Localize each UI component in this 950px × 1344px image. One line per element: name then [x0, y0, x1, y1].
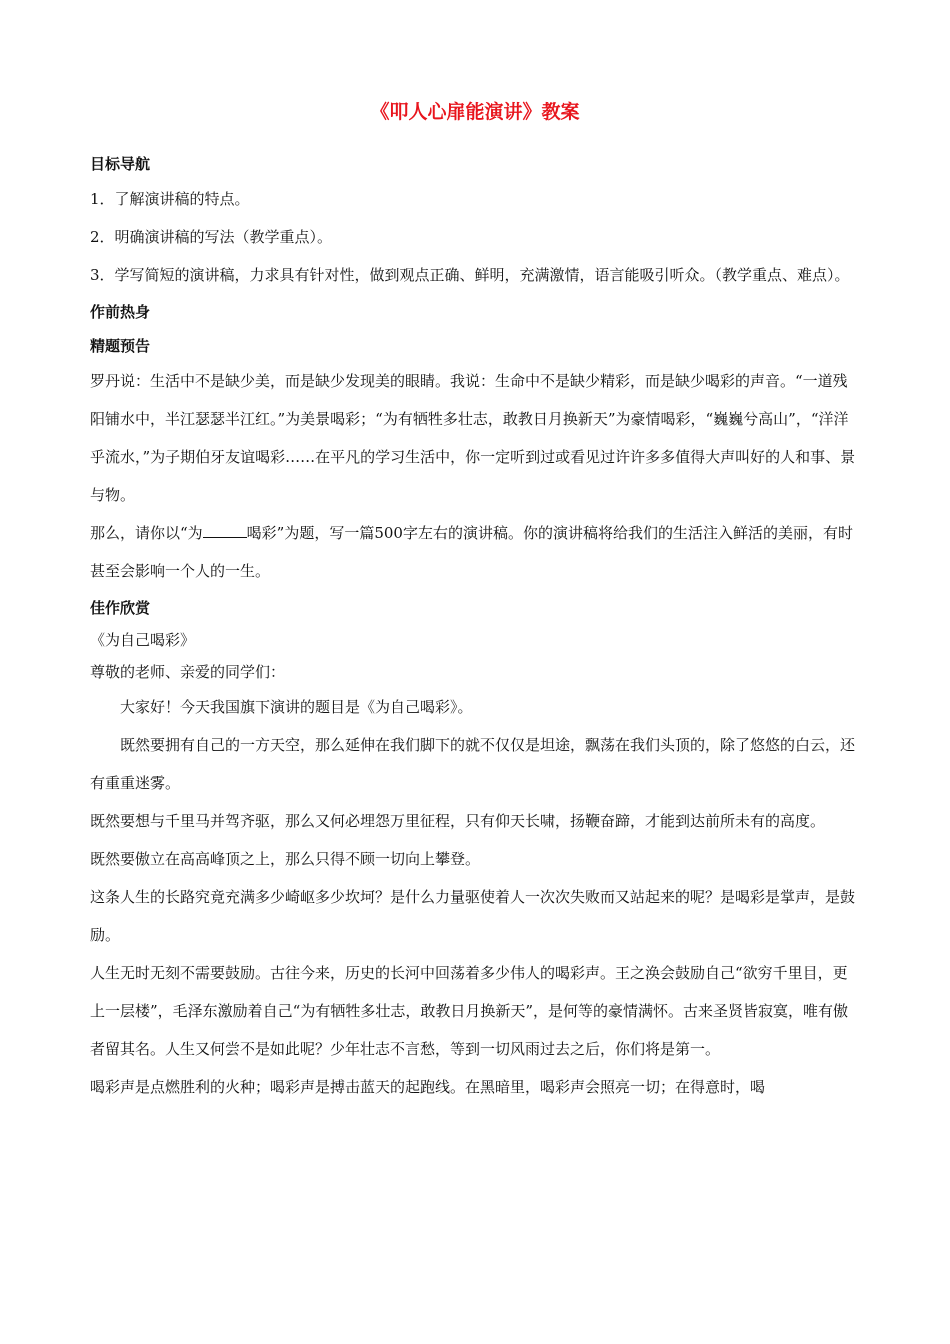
essay-paragraph: 这条人生的长路究竟充满多少崎岖多少坎坷？是什么力量驱使着人一次次失败而又站起来的呢？是喝彩是掌声，是鼓励。: [90, 888, 856, 944]
essay-greeting: 尊敬的老师、亲爱的同学们：: [90, 663, 286, 681]
preview-paragraph-2: [90, 514, 862, 590]
goal-item-1: 1．了解演讲稿的特点。: [90, 190, 250, 208]
essay-paragraph: 既然要傲立在高高峰顶之上，那么只得不顾一切向上攀登。: [90, 850, 481, 868]
goal-item-3: 3．学写简短的演讲稿，力求具有针对性，做到观点正确、鲜明，充满激情，语言能吸引听众。（教学重点、难点）。: [90, 266, 850, 284]
section-heading-preview: 精题预告: [90, 337, 151, 355]
essay-title: 《为自己喝彩》: [90, 631, 196, 649]
essay-paragraph: 既然要想与千里马并驾齐驱，那么又何必埋怨万里征程，只有仰天长啸，扬鞭奋蹄，才能到达前所未有的高度。: [90, 812, 826, 830]
essay-paragraph: 人生无时无刻不需要鼓励。古往今来，历史的长河中回荡着多少伟人的喝彩声。王之涣会鼓励自己“欲穷千里目，更上一层楼”，毛泽东激励着自己“为有牺牲多壮志，敢教日月换新天”，是何等的豪情满怀。古来圣贤皆寂寞，唯有傲者留其名。人生又何尝不是如此呢？少年壮志不言愁，等到一切风雨过去之后，你们将是第一。: [90, 964, 849, 1058]
essay-paragraph: 大家好！今天我国旗下演讲的题目是《为自己喝彩》。: [120, 698, 473, 716]
section-heading-warmup: 作前热身: [90, 303, 151, 321]
essay-paragraph: 既然要拥有自己的一方天空，那么延伸在我们脚下的就不仅仅是坦途，飘荡在我们头顶的，除了悠悠的白云，还有重重迷雾。: [90, 736, 856, 792]
document-body: [90, 146, 862, 1106]
preview-paragraph-2-after: 喝彩”为题，写一篇500字左右的演讲稿。你的演讲稿将给我们的生活注入鲜活的美丽，有时甚至会影响一个人的一生。: [90, 524, 853, 580]
page-title: 《叩人心扉能演讲》教案: [370, 101, 580, 123]
goal-item-2: 2．明确演讲稿的写法（教学重点）。: [90, 228, 333, 246]
section-heading-appreciation: 佳作欣赏: [90, 599, 151, 617]
essay-paragraph: 喝彩声是点燃胜利的火种；喝彩声是搏击蓝天的起跑线。在黑暗里，喝彩声会照亮一切；在得意时，喝: [90, 1078, 766, 1096]
section-heading-goals: 目标导航: [90, 155, 151, 173]
preview-paragraph-1: 罗丹说：生活中不是缺少美，而是缺少发现美的眼睛。我说：生命中不是缺少精彩，而是缺少喝彩的声音。“一道残阳铺水中，半江瑟瑟半江红。”为美景喝彩；“为有牺牲多壮志，敢教日月换新天”为豪情喝彩，“巍巍兮高山”，“洋洋乎流水，”为子期伯牙友谊喝彩……在平凡的学习生活中，你一定听到过或看见过许许多多值得大声叫好的人和事、景与物。: [90, 372, 856, 504]
fill-in-blank: [203, 523, 247, 538]
preview-paragraph-2-before: 那么，请你以“为: [90, 524, 203, 542]
